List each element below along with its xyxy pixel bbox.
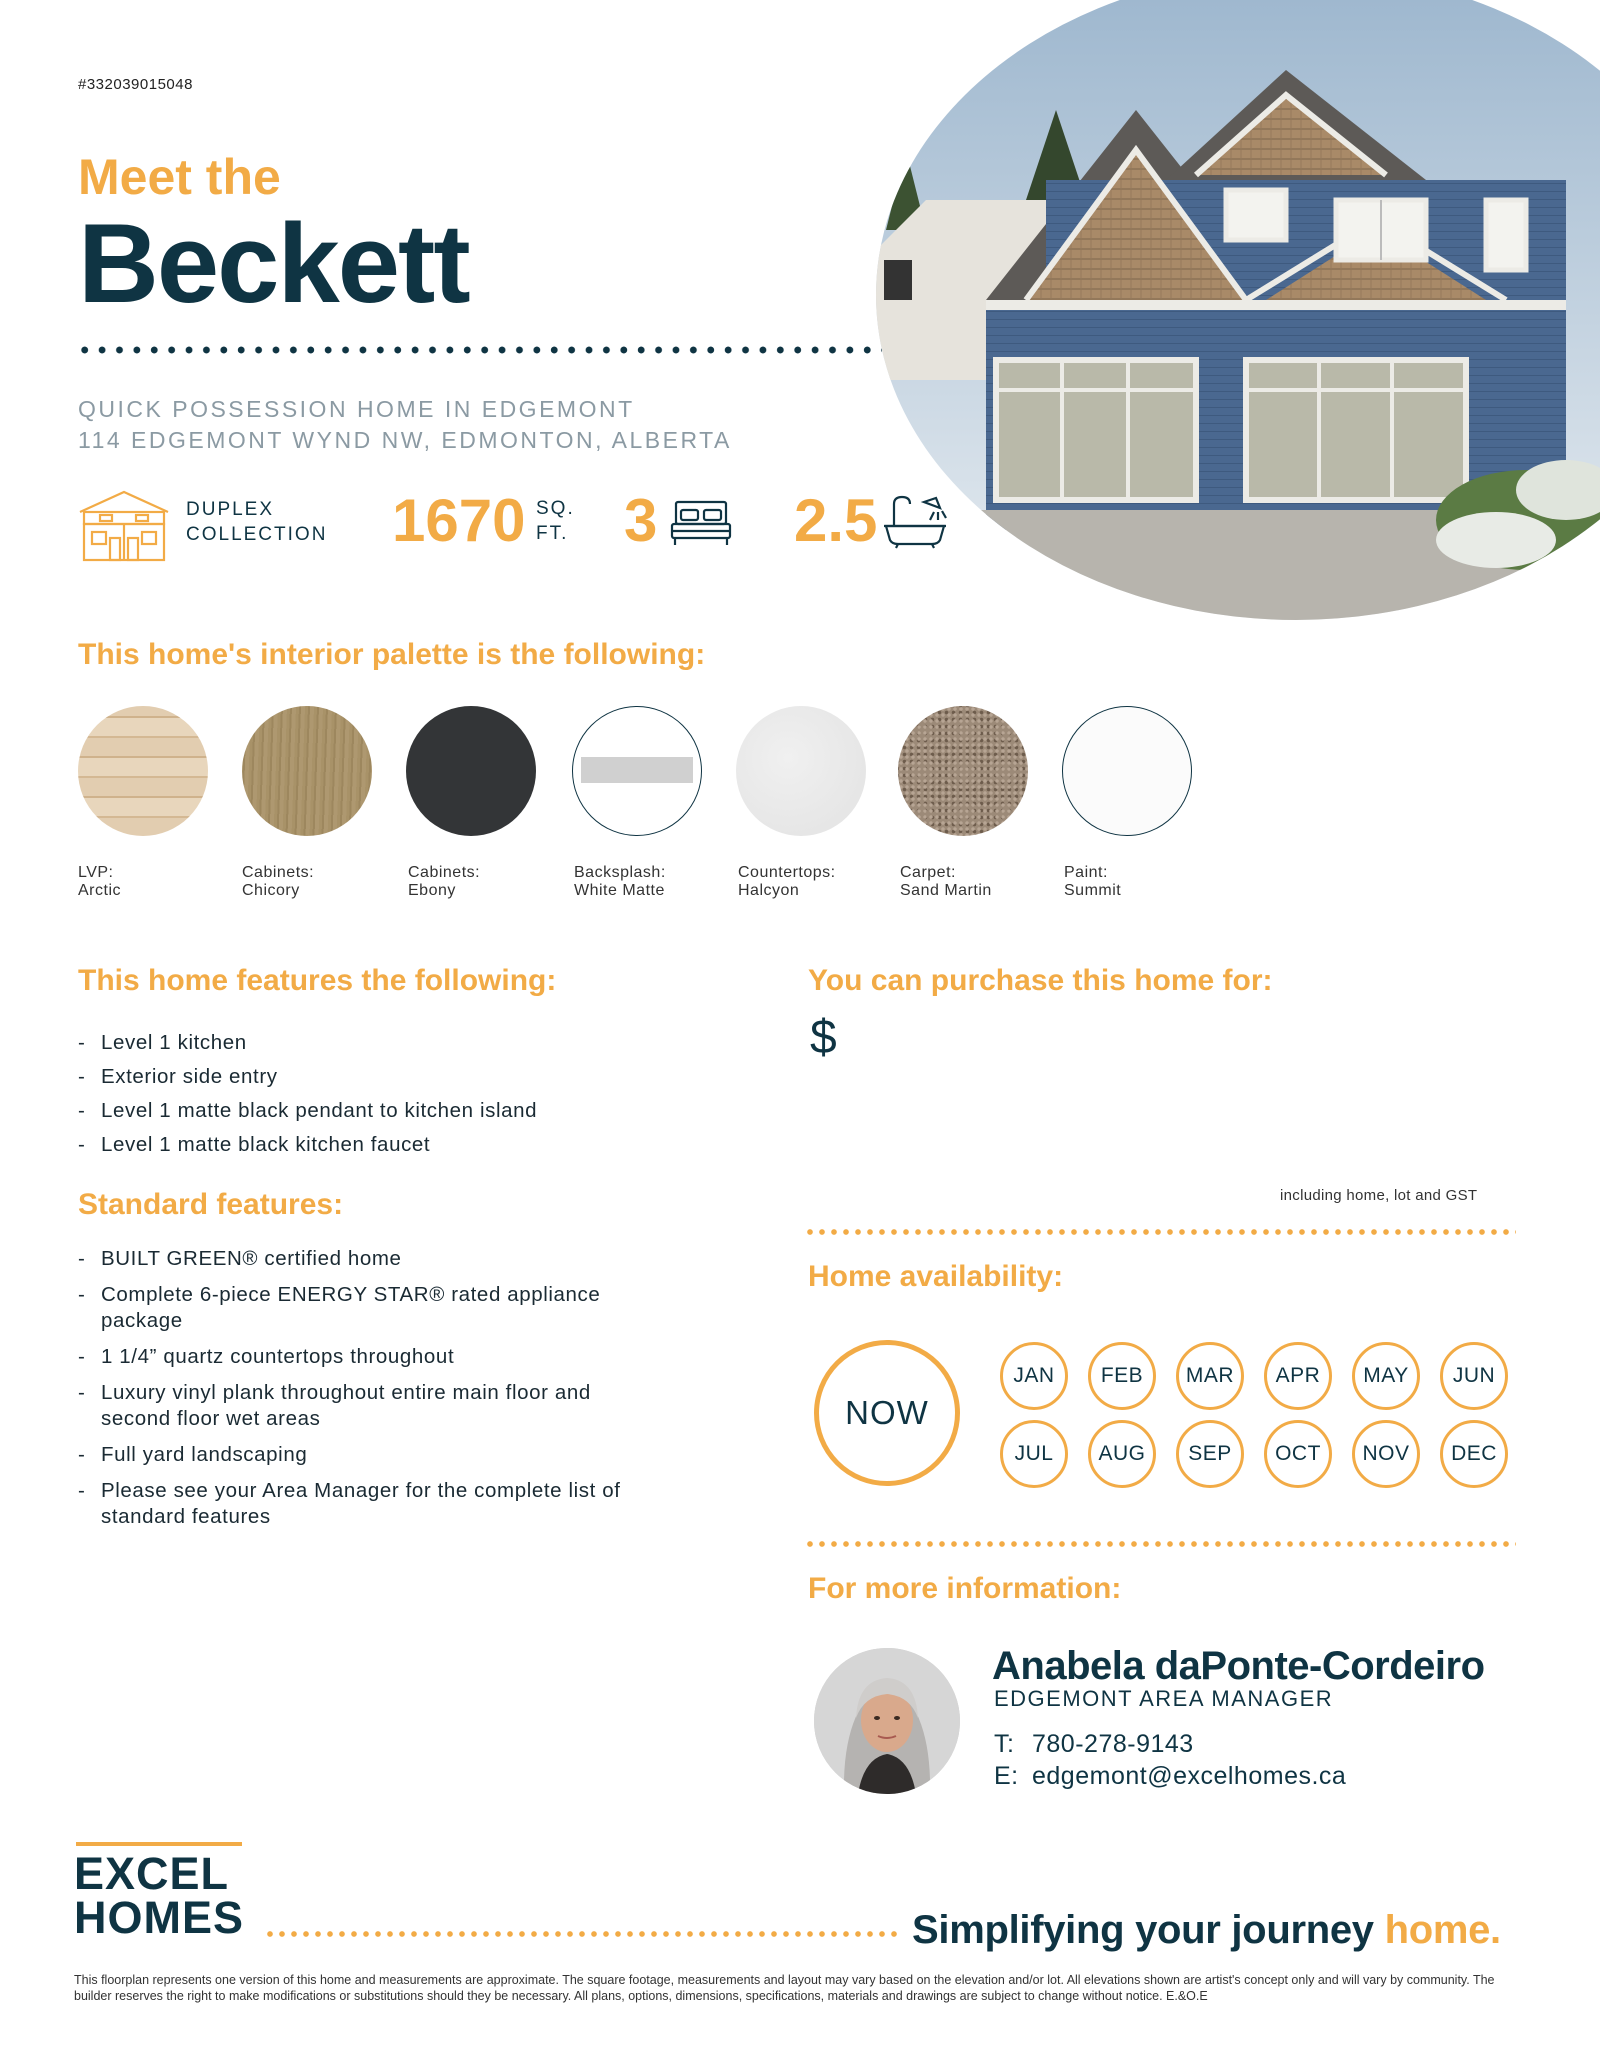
agent-name: Anabela daPonte-Cordeiro <box>992 1644 1485 1688</box>
purchase-heading: You can purchase this home for: <box>808 964 1273 997</box>
palette-category: Carpet: <box>900 864 956 881</box>
possession-line: QUICK POSSESSION HOME IN EDGEMONT <box>78 396 635 422</box>
swatch-countertops-halcyon <box>736 706 866 836</box>
list-item: - Level 1 matte black pendant to kitchen island <box>78 1098 638 1124</box>
palette-category: Paint: <box>1064 864 1108 881</box>
features-heading: This home features the following: <box>78 964 557 997</box>
month-jul: JUL <box>1000 1420 1068 1488</box>
palette-label-paint <box>1064 864 1121 900</box>
house-photo <box>866 0 1600 640</box>
palette-label-cabinets-ebony <box>408 864 480 900</box>
list-item: - 1 1/4” quartz countertops throughout <box>78 1344 658 1370</box>
collection-line2: COLLECTION <box>186 524 328 545</box>
swatch-lvp-arctic <box>78 706 208 836</box>
list-item: - Level 1 matte black kitchen faucet <box>78 1132 638 1158</box>
availability-now-badge: NOW <box>814 1340 960 1486</box>
month-jan: JAN <box>1000 1342 1068 1410</box>
dotted-divider <box>264 1928 900 1940</box>
bedroom-count: 3 <box>624 487 658 554</box>
tagline-highlight: home. <box>1384 1908 1501 1952</box>
list-item: - BUILT GREEN® certified home <box>78 1246 658 1272</box>
tagline-main: Simplifying your journey <box>912 1908 1374 1952</box>
month-apr: APR <box>1264 1342 1332 1410</box>
palette-name: White Matte <box>574 882 665 899</box>
list-item: - Complete 6-piece ENERGY STAR® rated appliance package <box>78 1282 658 1334</box>
model-name: Beckett <box>78 201 469 326</box>
standard-features-list <box>78 1246 658 1540</box>
collection-label <box>186 497 327 547</box>
price-currency: $ <box>810 1011 837 1064</box>
bathroom-count: 2.5 <box>794 487 878 554</box>
list-item: - Please see your Area Manager for the complete list of standard features <box>78 1478 658 1530</box>
collection-line1: DUPLEX <box>186 499 275 520</box>
bed-icon <box>670 498 732 548</box>
palette-name: Chicory <box>242 882 300 899</box>
sqft-unit-line1: SQ. <box>536 498 575 519</box>
month-nov: NOV <box>1352 1420 1420 1488</box>
agent-avatar <box>814 1648 960 1794</box>
month-oct: OCT <box>1264 1420 1332 1488</box>
swatch-cabinets-chicory <box>242 706 372 836</box>
availability-months <box>1000 1342 1520 1488</box>
tile-sample <box>581 757 693 783</box>
palette-heading: This home's interior palette is the following: <box>78 638 706 671</box>
phone-label: T: <box>994 1730 1015 1758</box>
palette-name: Arctic <box>78 882 121 899</box>
month-mar: MAR <box>1176 1342 1244 1410</box>
list-item: - Luxury vinyl plank throughout entire main floor and second floor wet areas <box>78 1380 658 1432</box>
swatch-cabinets-ebony <box>406 706 536 836</box>
list-item: - Level 1 kitchen <box>78 1030 638 1056</box>
swatch-paint-summit <box>1062 706 1192 836</box>
palette-label-cabinets-chicory <box>242 864 314 900</box>
hero-eyebrow: Meet the <box>78 149 281 205</box>
month-jun: JUN <box>1440 1342 1508 1410</box>
palette-name: Sand Martin <box>900 882 992 899</box>
logo-line2: HOMES <box>74 1892 245 1943</box>
month-sep: SEP <box>1176 1420 1244 1488</box>
swatch-backsplash-white-matte <box>572 706 702 836</box>
month-dec: DEC <box>1440 1420 1508 1488</box>
list-item: - Full yard landscaping <box>78 1442 658 1468</box>
palette-category: Cabinets: <box>242 864 315 881</box>
phone-number[interactable]: 780-278-9143 <box>1032 1730 1194 1758</box>
dotted-divider <box>76 344 882 356</box>
dotted-divider <box>804 1226 1516 1238</box>
square-footage-unit <box>536 496 575 546</box>
listing-id: #332039015048 <box>78 76 193 93</box>
email-address[interactable]: edgemont@excelhomes.ca <box>1032 1762 1347 1790</box>
month-feb: FEB <box>1088 1342 1156 1410</box>
list-item: - Exterior side entry <box>78 1064 638 1090</box>
palette-name: Halcyon <box>738 882 800 899</box>
property-subtitle <box>78 394 732 456</box>
availability-heading: Home availability: <box>808 1260 1064 1293</box>
month-aug: AUG <box>1088 1420 1156 1488</box>
logo-accent-bar <box>76 1842 242 1846</box>
features-list <box>78 1030 638 1166</box>
standard-features-heading: Standard features: <box>78 1188 344 1221</box>
swatch-carpet-sand-martin <box>898 706 1028 836</box>
palette-category: Backsplash: <box>574 864 666 881</box>
email-label: E: <box>994 1762 1019 1790</box>
palette-category: Cabinets: <box>408 864 481 881</box>
agent-email <box>994 1762 1346 1791</box>
square-footage: 1670 <box>392 487 526 554</box>
palette-label-backsplash <box>574 864 666 900</box>
sqft-unit-line2: FT. <box>536 523 569 544</box>
address-line: 114 EDGEMONT WYND NW, EDMONTON, ALBERTA <box>78 427 732 453</box>
palette-category: Countertops: <box>738 864 836 881</box>
contact-heading: For more information: <box>808 1572 1122 1605</box>
price-note: including home, lot and GST <box>1280 1187 1478 1204</box>
palette-name: Ebony <box>408 882 456 899</box>
dotted-divider <box>804 1538 1516 1550</box>
excel-homes-logo <box>74 1848 245 1943</box>
tagline <box>912 1908 1501 1953</box>
month-may: MAY <box>1352 1342 1420 1410</box>
disclaimer: This floorplan represents one version of this home and measurements are approximate. The square footage, measurements and layout may vary based on the elevation and/or lot. All elevations shown are artist's concept only and will vary by community. The builder reserves the right to make modifications or substitutions should they be necessary. All plans, options, dimensions, specifications, materials and drawings are subject to change without notice. E.&O.E <box>74 1973 1495 2003</box>
palette-category: LVP: <box>78 864 114 881</box>
palette-label-carpet <box>900 864 992 900</box>
logo-line1: EXCEL <box>74 1848 230 1899</box>
duplex-house-icon <box>76 488 172 562</box>
agent-phone <box>994 1730 1194 1759</box>
agent-title: EDGEMONT AREA MANAGER <box>994 1686 1334 1711</box>
palette-label-lvp <box>78 864 121 900</box>
palette-label-countertops <box>738 864 836 900</box>
palette-name: Summit <box>1064 882 1122 899</box>
